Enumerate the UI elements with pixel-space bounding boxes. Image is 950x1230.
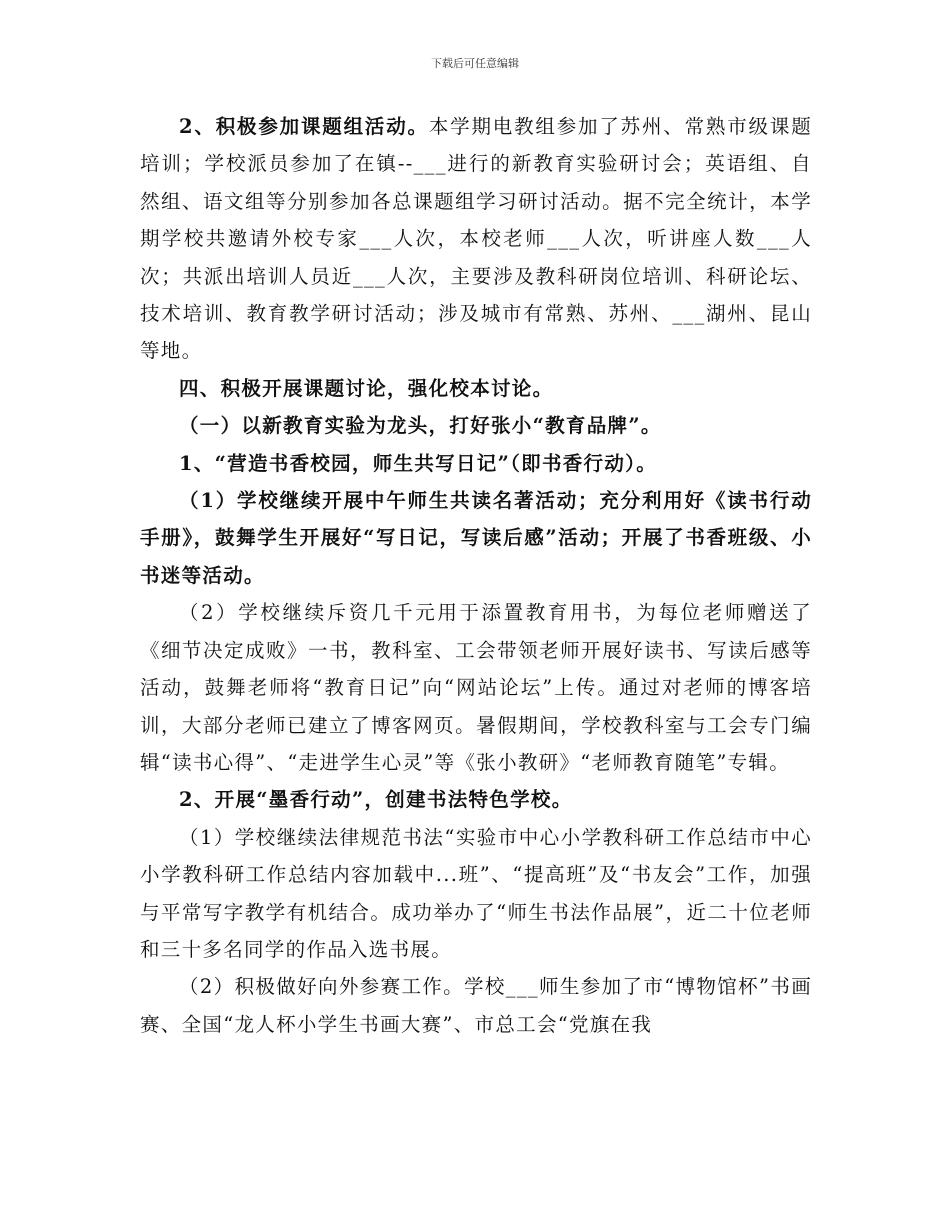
paragraph-activities (140, 108, 812, 370)
paragraph-item1-1: （1）学校继续开展中午师生共读名著活动；充分利用好《读书行动手册》，鼓舞学生开展好“写日记，写读后感”活动；开展了书香班级、小书迷等活动。 (140, 489, 812, 587)
item-heading-2: 2、开展“墨香行动”，创建书法特色学校。 (179, 788, 573, 812)
item-heading-1: 1、“营造书香校园，师生共写日记”（即书香行动）。 (179, 451, 658, 475)
paragraph-text: 本学期电教组参加了苏州、常熟市级课题培训；学校派员参加了在镇--___进行的新教育实验研讨会；英语组、自然组、语文组等分别参加各总课题组学习研讨活动。据不完全统计，本学期学校共邀请外校专家___人次，本校老师___人次，听讲座人数___人次；共派出培训人员近___人次，主要涉及教科研岗位培训、科研论坛、技术培训、教育教学研讨活动；涉及城市有常熟、苏州、___湖州、昆山等地。 (140, 115, 812, 363)
document-body (140, 108, 812, 1043)
page-header: 下载后可任意编辑 (431, 57, 519, 70)
paragraph-lead: 2、积极参加课题组活动。 (179, 115, 429, 138)
paragraph-item2-2: （2）积极做好向外参赛工作。学校___师生参加了市“博物馆杯”书画赛、全国“龙人杯小学生书画大赛”、市总工会“党旗在我 (140, 975, 812, 1036)
paragraph-item2-1: （1）学校继续法律规范书法“实验市中心小学教科研工作总结市中心小学教科研工作总结内容加载中...班”、“提高班”及“书友会”工作，加强与平常写字教学有机结合。成功举办了“师生书法作品展”，近二十位老师和三十多名同学的作品入选书展。 (140, 825, 812, 961)
section-heading-4: 四、积极开展课题讨论，强化校本讨论。 (179, 376, 554, 400)
subsection-heading-1: （一）以新教育实验为龙头，打好张小“教育品牌”。 (179, 414, 662, 438)
paragraph-item1-2: （2）学校继续斥资几千元用于添置教育用书，为每位老师赠送了《细节决定成败》一书，教科室、工会带领老师开展好读书、写读后感等活动，鼓舞老师将“教育日记”向“网站论坛”上传。通过对老师的博客培训，大部分老师已建立了博客网页。暑假期间，学校教科室与工会专门编辑“读书心得”、“走进学生心灵”等《张小教研》“老师教育随笔”专辑。 (140, 601, 812, 774)
